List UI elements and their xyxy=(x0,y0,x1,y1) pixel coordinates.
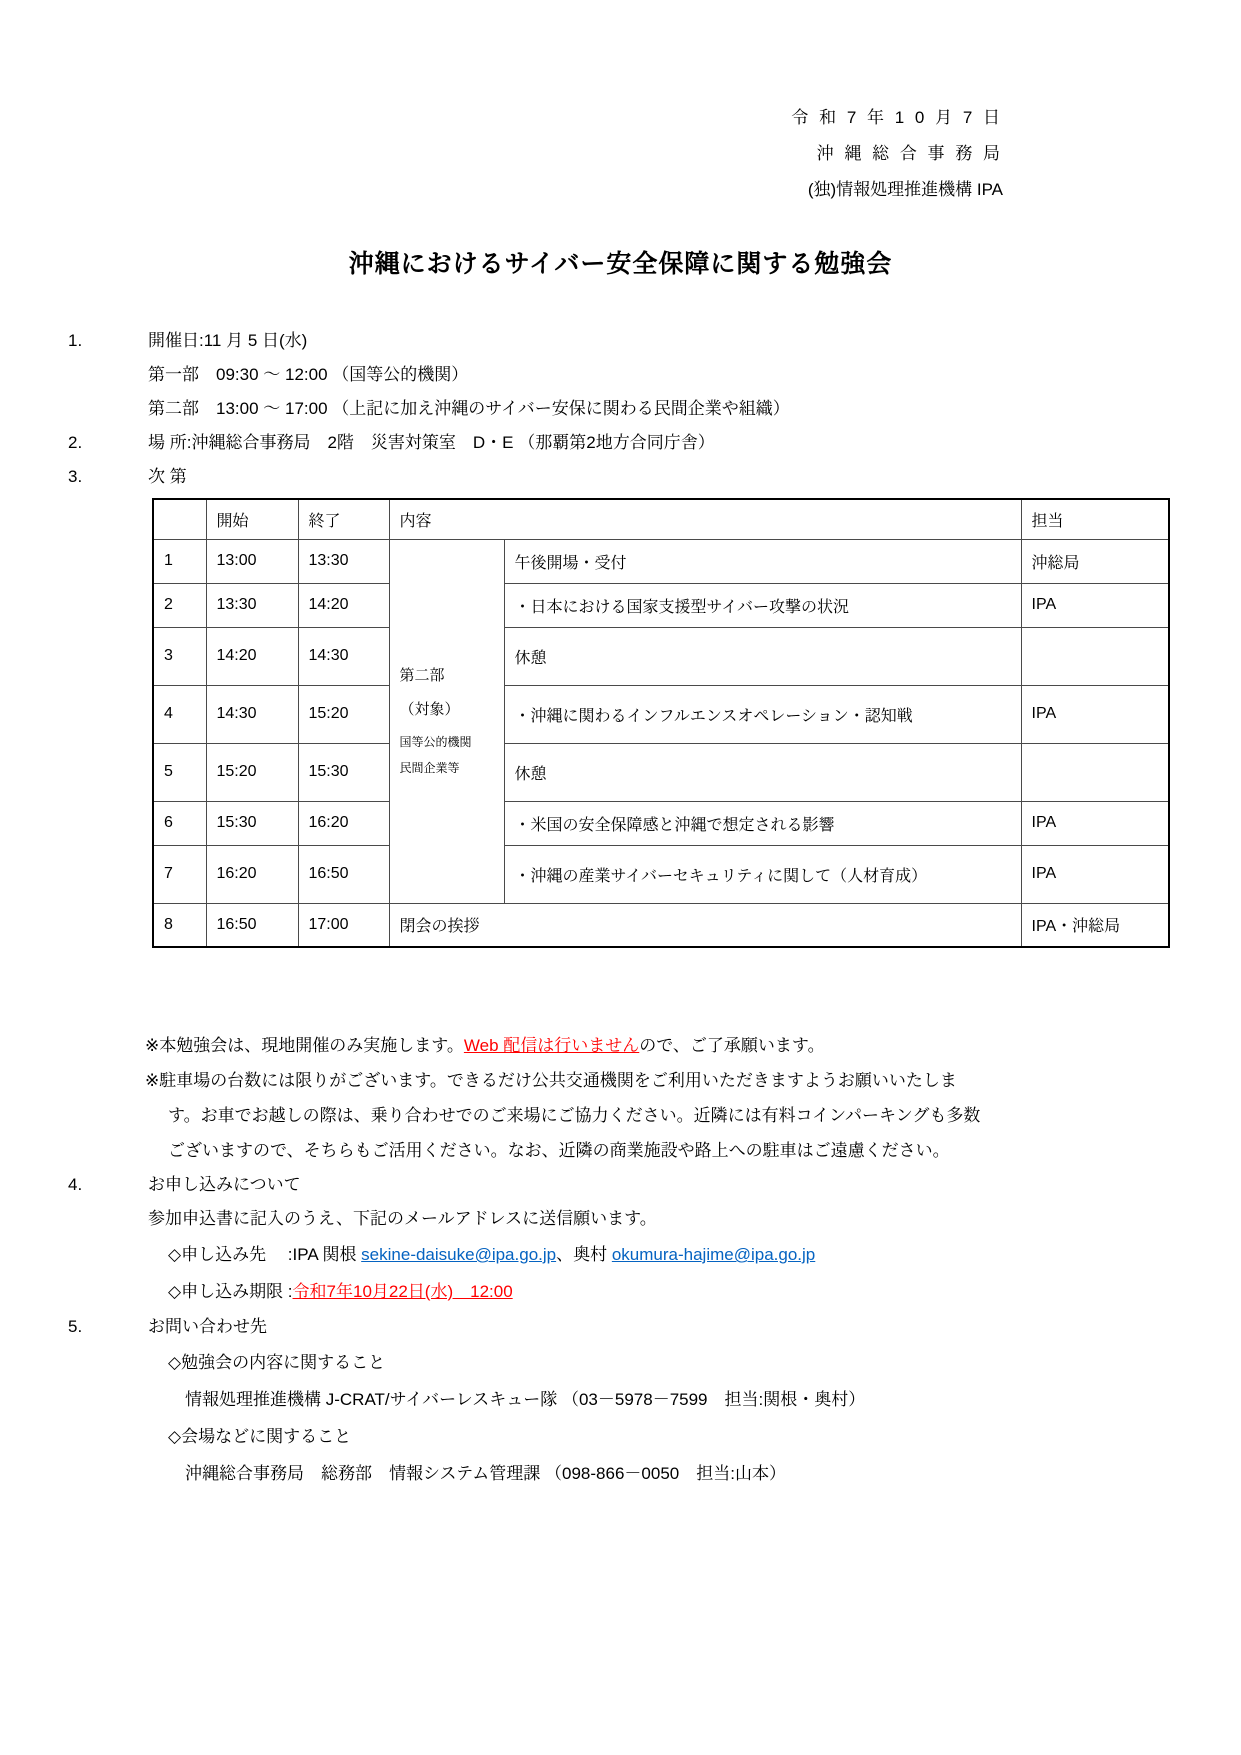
col-header-owner: 担当 xyxy=(1021,499,1169,539)
note-parking-line2: す。お車でお越しの際は、乗り合わせでのご来場にご協力ください。近隣には有料コインパーキングも多数 xyxy=(168,1106,981,1125)
merged-audience-2: 民間企業等 xyxy=(399,761,460,775)
row-start-time: 13:00 xyxy=(206,539,298,583)
row-content: 午後開場・受付 xyxy=(504,539,1021,583)
document-header xyxy=(0,100,1241,208)
note-onsite-pre: ※本勉強会は、現地開催のみ実施します。 xyxy=(145,1036,464,1055)
row-content: ・日本における国家支援型サイバー攻撃の状況 xyxy=(504,583,1021,627)
row-owner: IPA xyxy=(1021,801,1169,845)
table-row xyxy=(153,801,1169,845)
table-row xyxy=(153,627,1169,685)
row-start-time: 16:50 xyxy=(206,903,298,947)
table-row xyxy=(153,743,1169,801)
row-owner xyxy=(1021,743,1169,801)
row-end-time: 16:50 xyxy=(298,845,389,903)
table-row xyxy=(153,539,1169,583)
application-address-label: ◇申し込み先 :IPA 関根 xyxy=(168,1245,362,1264)
row-owner: IPA xyxy=(1021,583,1169,627)
section-1-heading: 開催日:11 月 5 日(水) xyxy=(148,331,308,350)
application-address-sep: 、奥村 xyxy=(556,1245,612,1264)
contact-topic-1-heading: ◇勉強会の内容に関すること xyxy=(168,1353,386,1372)
section-5 xyxy=(68,1310,1241,1344)
merged-session-label: 第二部 xyxy=(399,667,445,684)
note-onsite-post: ので、ご了承願います。 xyxy=(639,1036,825,1055)
row-content: ・沖縄に関わるインフルエンスオペレーション・認知戦 xyxy=(504,685,1021,743)
row-index: 4 xyxy=(153,685,206,743)
email-link-okumura[interactable]: okumura-hajime@ipa.go.jp xyxy=(611,1245,816,1264)
application-deadline-label: ◇申し込み期限 : xyxy=(168,1282,293,1301)
merged-target-label: （対象） xyxy=(399,701,460,718)
row-end-time: 16:20 xyxy=(298,801,389,845)
table-row xyxy=(153,845,1169,903)
col-header-content: 内容 xyxy=(389,499,1021,539)
email-link-sekine[interactable]: sekine-daisuke@ipa.go.jp xyxy=(361,1245,557,1264)
section-3-heading: 次 第 xyxy=(148,467,187,486)
row-end-time: 13:30 xyxy=(298,539,389,583)
section-1-number: 1. xyxy=(68,331,83,350)
row-end-time: 14:30 xyxy=(298,627,389,685)
row-index: 8 xyxy=(153,903,206,947)
row-content: ・沖縄の産業サイバーセキュリティに関して（人材育成） xyxy=(504,845,1021,903)
section-4-heading: お申し込みについて xyxy=(148,1175,301,1194)
section-2-heading: 場 所:沖縄総合事務局 2階 災害対策室 D・E （那覇第2地方合同庁舎） xyxy=(148,433,715,452)
row-owner: IPA xyxy=(1021,685,1169,743)
issue-date: 令 和 7 年 1 0 月 7 日 xyxy=(791,108,1003,127)
table-header-row xyxy=(153,499,1169,539)
org-name-ipa: (独)情報処理推進機構 IPA xyxy=(807,180,1003,199)
row-owner xyxy=(1021,627,1169,685)
document-body xyxy=(0,324,1241,1492)
table-row xyxy=(153,903,1169,947)
section-4 xyxy=(68,1168,1241,1202)
section-4-number: 4. xyxy=(68,1175,83,1194)
session-2-merged-cell xyxy=(389,539,504,903)
row-start-time: 15:30 xyxy=(206,801,298,845)
section-3 xyxy=(68,460,1241,494)
application-deadline-value: 令和7年10月22日(水) 12:00 xyxy=(292,1282,513,1301)
row-content: ・米国の安全保障感と沖縄で想定される影響 xyxy=(504,801,1021,845)
col-header-index xyxy=(153,499,206,539)
row-content: 閉会の挨拶 xyxy=(389,903,1021,947)
session-2-line: 第二部 13:00 ～ 17:00 （上記に加え沖縄のサイバー安保に関わる民間企業や組織） xyxy=(148,399,790,418)
row-index: 7 xyxy=(153,845,206,903)
row-end-time: 15:30 xyxy=(298,743,389,801)
row-end-time: 17:00 xyxy=(298,903,389,947)
lower-sections xyxy=(68,1168,1241,1492)
note-parking-line1: ※駐車場の台数には限りがございます。できるだけ公共交通機関をご利用いただきますようお願いいたしま xyxy=(145,1071,957,1090)
section-5-number: 5. xyxy=(68,1317,83,1336)
contact-topic-1-detail: 情報処理推進機構 J-CRAT/サイバーレスキュー隊 （03－5978－7599 担当:関根・奥村） xyxy=(185,1390,866,1409)
row-index: 5 xyxy=(153,743,206,801)
section-2-number: 2. xyxy=(68,433,83,452)
row-index: 6 xyxy=(153,801,206,845)
agenda-table xyxy=(152,498,1170,948)
session-1-line: 第一部 09:30 ～ 12:00 （国等公的機関） xyxy=(148,365,469,384)
row-index: 2 xyxy=(153,583,206,627)
application-address-line xyxy=(168,1236,1241,1273)
row-index: 3 xyxy=(153,627,206,685)
row-end-time: 15:20 xyxy=(298,685,389,743)
row-end-time: 14:20 xyxy=(298,583,389,627)
row-owner: IPA・沖総局 xyxy=(1021,903,1169,947)
section-3-number: 3. xyxy=(68,467,83,486)
row-owner: 沖総局 xyxy=(1021,539,1169,583)
row-index: 1 xyxy=(153,539,206,583)
application-deadline-line xyxy=(168,1273,1241,1310)
note-no-webcast: Web 配信は行いません xyxy=(463,1036,640,1055)
section-2 xyxy=(68,426,1241,460)
row-start-time: 15:20 xyxy=(206,743,298,801)
table-row xyxy=(153,583,1169,627)
row-owner: IPA xyxy=(1021,845,1169,903)
col-header-start: 開始 xyxy=(206,499,298,539)
application-intro: 参加申込書に記入のうえ、下記のメールアドレスに送信願います。 xyxy=(148,1209,657,1228)
note-onsite-only xyxy=(145,1028,1241,1063)
row-start-time: 14:20 xyxy=(206,627,298,685)
contact-topic-2-detail: 沖縄総合事務局 総務部 情報システム管理課 （098-866－0050 担当:山本） xyxy=(185,1464,786,1483)
row-start-time: 16:20 xyxy=(206,845,298,903)
row-content: 休憩 xyxy=(504,627,1021,685)
merged-audience-1: 国等公的機関 xyxy=(399,735,472,749)
row-start-time: 13:30 xyxy=(206,583,298,627)
org-name: 沖 縄 総 合 事 務 局 xyxy=(816,144,1003,163)
section-1 xyxy=(68,324,1241,358)
page-title: 沖縄におけるサイバー安全保障に関する勉強会 xyxy=(348,250,893,278)
contact-topic-2-heading: ◇会場などに関すること xyxy=(168,1427,352,1446)
notes-block xyxy=(145,1028,1241,1168)
note-parking-line3: ございますので、そちらもご活用ください。なお、近隣の商業施設や路上への駐車はご遠慮ください。 xyxy=(168,1141,950,1160)
row-start-time: 14:30 xyxy=(206,685,298,743)
row-content: 休憩 xyxy=(504,743,1021,801)
section-5-heading: お問い合わせ先 xyxy=(148,1317,267,1336)
col-header-end: 終了 xyxy=(298,499,389,539)
table-row xyxy=(153,685,1169,743)
